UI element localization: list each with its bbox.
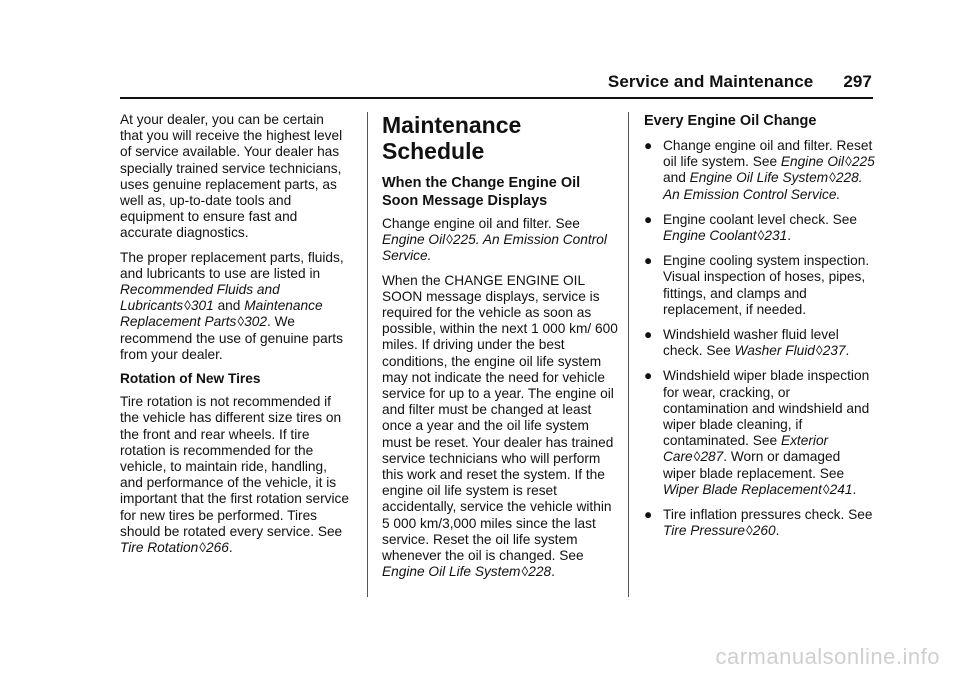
watermark: carmanualsonline.info bbox=[715, 644, 940, 669]
page-ref-icon: ◊ bbox=[757, 228, 765, 244]
text: . bbox=[787, 228, 792, 244]
column-3 bbox=[644, 112, 876, 548]
paragraph bbox=[120, 394, 350, 556]
page-ref-icon: ◊ bbox=[815, 343, 823, 359]
bullet-icon: ● bbox=[644, 138, 653, 153]
subheading: Rotation of New Tires bbox=[120, 371, 261, 387]
link-washer-fluid[interactable]: Washer Fluid bbox=[734, 343, 815, 359]
column-2 bbox=[382, 112, 618, 588]
page-header bbox=[608, 72, 872, 92]
text: . Worn or damaged wiper blade replacement. See bbox=[663, 449, 845, 481]
link-wiper-blade[interactable]: Wiper Blade Replacement bbox=[663, 481, 822, 497]
list-item bbox=[644, 368, 876, 498]
page-ref[interactable]: 228 bbox=[528, 564, 552, 580]
link-engine-oil-life[interactable]: Engine Oil Life System bbox=[382, 564, 521, 580]
page-ref[interactable]: 231 bbox=[764, 228, 788, 244]
text: . bbox=[228, 540, 233, 556]
list-item bbox=[644, 507, 876, 539]
link-tire-pressure[interactable]: Tire Pressure bbox=[663, 523, 746, 539]
text: Change engine oil and filter. See bbox=[382, 216, 580, 231]
text: . bbox=[845, 343, 850, 359]
link-engine-coolant[interactable]: Engine Coolant bbox=[663, 228, 757, 244]
bullet-icon: ● bbox=[644, 507, 653, 523]
link-maintenance-parts[interactable]: Maintenance Replacement Parts bbox=[120, 298, 323, 330]
link-engine-oil-life[interactable]: Engine Oil Life System bbox=[689, 170, 829, 186]
page-ref[interactable]: 266 bbox=[206, 540, 229, 556]
bullet-icon: ● bbox=[644, 368, 653, 384]
header-rule bbox=[120, 97, 873, 99]
column-divider bbox=[367, 112, 368, 597]
text: Change engine oil and filter. Reset oil life system. See bbox=[663, 138, 873, 170]
bullet-icon: ● bbox=[644, 211, 653, 227]
link-engine-oil[interactable]: Engine Oil bbox=[780, 154, 845, 170]
section-heading: Every Engine Oil Change bbox=[644, 113, 817, 129]
page-ref-icon: ◊ bbox=[845, 154, 852, 170]
page-ref-icon: ◊ bbox=[184, 298, 191, 314]
page-ref[interactable]: 225 bbox=[851, 154, 875, 170]
paragraph bbox=[382, 273, 618, 581]
page-ref-icon: ◊ bbox=[521, 564, 529, 580]
link-exterior-care[interactable]: Exterior Care bbox=[663, 433, 829, 465]
page-ref-icon: ◊ bbox=[829, 170, 836, 186]
link-engine-oil[interactable]: Engine Oil bbox=[382, 232, 446, 248]
text: . We recommend the use of genuine parts from your dealer. bbox=[120, 314, 343, 362]
page-ref-icon: ◊ bbox=[822, 481, 830, 497]
column-1 bbox=[120, 112, 350, 564]
page-ref[interactable]: 260 bbox=[752, 523, 776, 539]
text: . bbox=[852, 481, 857, 497]
column-divider bbox=[628, 112, 629, 597]
text: . An Emission Control Service. bbox=[382, 232, 607, 264]
page-ref-icon: ◊ bbox=[693, 449, 701, 465]
text: . bbox=[551, 564, 555, 580]
text: Windshield wiper blade inspection for wear, cracking, or contamination and windshield and wiper blade cleaning, if contaminated. See bbox=[663, 368, 870, 449]
page-ref[interactable]: 228 bbox=[835, 170, 859, 186]
page-ref-icon: ◊ bbox=[199, 540, 207, 556]
text: When the CHANGE ENGINE OIL SOON message displays, service is required for the vehicle as soon as possible, within the next 1 000 km/ 600 miles. If driving under the best conditions, the engine oil life system may not indicate the need for vehicle service for up to a year. The engine oil and filter must be changed at least once a year and the oil life system must be reset. Your dealer has trained service technicians who will perform this work and reset the system. If the engine oil life system is reset accidentally, service the vehicle within 5 000 km/3,000 miles since the last service. Reset the oil life system whenever the oil is changed. See bbox=[382, 272, 618, 564]
text: and bbox=[213, 298, 245, 314]
link-tire-rotation[interactable]: Tire Rotation bbox=[120, 540, 199, 556]
text: Windshield washer fluid level check. See bbox=[663, 327, 839, 359]
page-ref-icon: ◊ bbox=[446, 232, 453, 248]
page-ref-icon: ◊ bbox=[237, 314, 245, 330]
list-item bbox=[644, 212, 876, 244]
page-ref[interactable]: 302 bbox=[244, 314, 268, 330]
section-title: Service and Maintenance bbox=[607, 72, 814, 91]
subheading: When the Change Engine Oil Soon Message Displays bbox=[382, 175, 581, 209]
section-heading: Maintenance Schedule bbox=[382, 112, 522, 164]
page-ref-icon: ◊ bbox=[746, 523, 753, 539]
text: . bbox=[775, 523, 780, 539]
bullet-icon: ● bbox=[644, 327, 653, 343]
text: . An Emission Control Service. bbox=[663, 170, 863, 202]
paragraph bbox=[382, 216, 618, 265]
page-number: 297 bbox=[843, 72, 872, 91]
text: Engine cooling system inspection. Visual inspection of hoses, pipes, fittings, and clamps and replacement, if needed. bbox=[663, 253, 870, 317]
link-recommended-fluids[interactable]: Recommended Fluids and Lubricants bbox=[120, 282, 280, 314]
list-item bbox=[644, 327, 876, 359]
bullet-icon: ● bbox=[644, 253, 653, 269]
text: Tire rotation is not recommended if the vehicle has different size tires on the front and rear wheels. If tire rotation is recommended for the vehicle, to maintain ride, handling, and performance of the vehicle, it is important that the first rotation service for new tires be performed. Tires should be rotated every service. See bbox=[120, 394, 349, 539]
page-ref[interactable]: 287 bbox=[700, 449, 724, 465]
page-ref[interactable]: 301 bbox=[190, 298, 214, 314]
text: and bbox=[663, 170, 690, 186]
page-ref[interactable]: 241 bbox=[829, 481, 853, 497]
list-item bbox=[644, 253, 876, 318]
text: Tire inflation pressures check. See bbox=[663, 507, 873, 523]
list-item bbox=[644, 138, 876, 203]
text: Engine coolant level check. See bbox=[663, 211, 858, 227]
page-ref[interactable]: 225 bbox=[452, 232, 476, 248]
paragraph: At your dealer, you can be certain that you will receive the highest level of service available. Your dealer has specially trained service technicians, uses genuine replacement parts, as well as, up-to-date tools and equipment to ensure fast and accurate diagnostics. bbox=[120, 112, 343, 241]
paragraph bbox=[120, 250, 350, 363]
text: The proper replacement parts, fluids, and lubricants to use are listed in bbox=[120, 249, 344, 281]
page-ref[interactable]: 237 bbox=[822, 343, 846, 359]
